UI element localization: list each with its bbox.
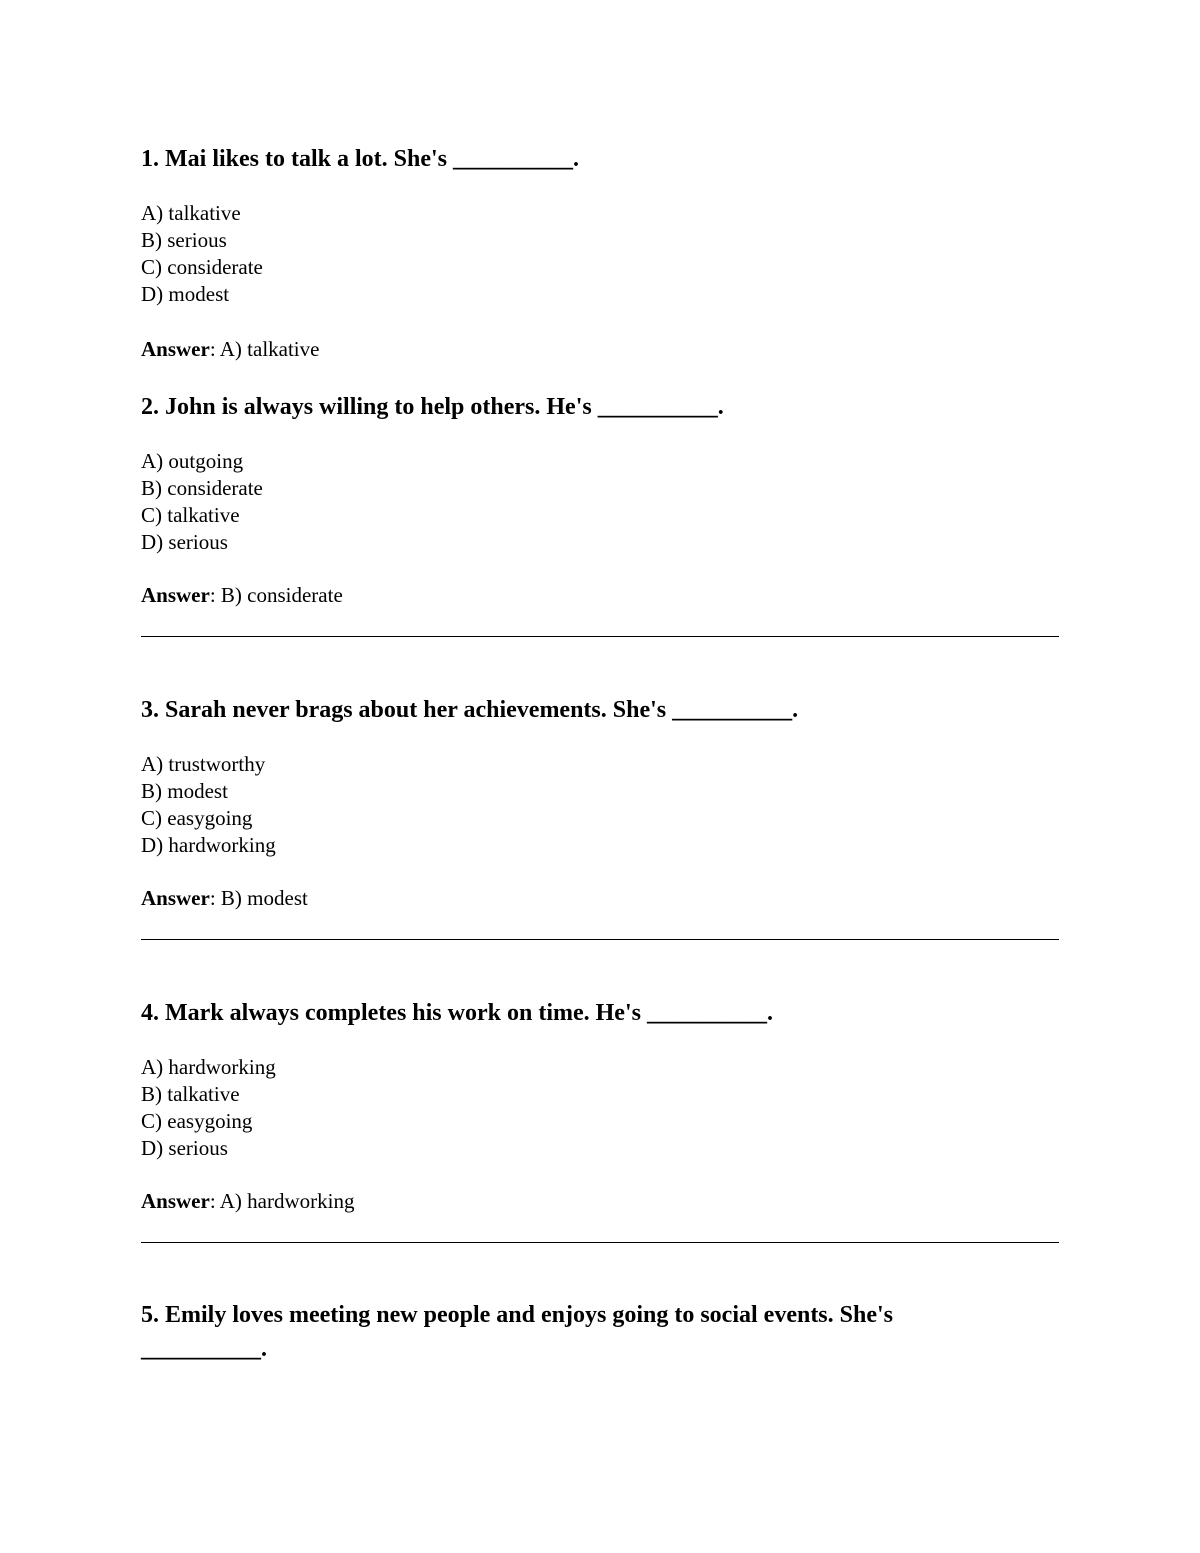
option-c: C) easygoing	[141, 806, 253, 830]
horizontal-rule	[141, 1242, 1059, 1243]
answer-line	[141, 582, 1059, 609]
question-1	[141, 142, 1059, 363]
answer-line	[141, 1188, 1059, 1215]
answer-line	[141, 885, 1059, 912]
horizontal-rule	[141, 939, 1059, 940]
question-text: 5. Emily loves meeting new people and enjoys going to social events. She's __________.	[141, 1302, 894, 1362]
answer-line	[141, 336, 1059, 363]
horizontal-rule	[141, 636, 1059, 637]
option-b: B) serious	[141, 228, 227, 252]
option-d: D) modest	[141, 282, 230, 306]
option-a: A) hardworking	[141, 1055, 276, 1079]
option-c: C) easygoing	[141, 1109, 253, 1133]
option-c: C) considerate	[141, 255, 263, 279]
option-c: C) talkative	[141, 503, 240, 527]
option-b: B) talkative	[141, 1082, 240, 1106]
answer-value: : A) talkative	[209, 337, 320, 361]
option-d: D) hardworking	[141, 833, 276, 857]
answer-value: : A) hardworking	[209, 1189, 355, 1213]
question-text: 2. John is always willing to help others. He's __________.	[141, 394, 724, 420]
options-list	[141, 751, 1059, 859]
options-list	[141, 448, 1059, 556]
option-d: D) serious	[141, 1136, 228, 1160]
option-a: A) talkative	[141, 201, 241, 225]
question-4	[141, 996, 1059, 1215]
question-3	[141, 693, 1059, 912]
option-b: B) modest	[141, 779, 228, 803]
options-list	[141, 200, 1059, 308]
document-page	[141, 0, 1059, 1553]
answer-value: : B) considerate	[209, 583, 343, 607]
option-b: B) considerate	[141, 476, 263, 500]
question-5	[141, 1298, 1059, 1366]
answer-label: Answer	[141, 886, 210, 910]
option-a: A) trustworthy	[141, 752, 266, 776]
option-a: A) outgoing	[141, 449, 244, 473]
question-2	[141, 390, 1059, 609]
answer-label: Answer	[141, 1189, 210, 1213]
question-text: 4. Mark always completes his work on time. He's __________.	[141, 1000, 773, 1026]
answer-label: Answer	[141, 337, 210, 361]
question-text: 3. Sarah never brags about her achievements. She's __________.	[141, 697, 799, 723]
answer-label: Answer	[141, 583, 210, 607]
answer-value: : B) modest	[209, 886, 308, 910]
option-d: D) serious	[141, 530, 228, 554]
options-list	[141, 1054, 1059, 1162]
question-text: 1. Mai likes to talk a lot. She's __________.	[141, 146, 580, 172]
